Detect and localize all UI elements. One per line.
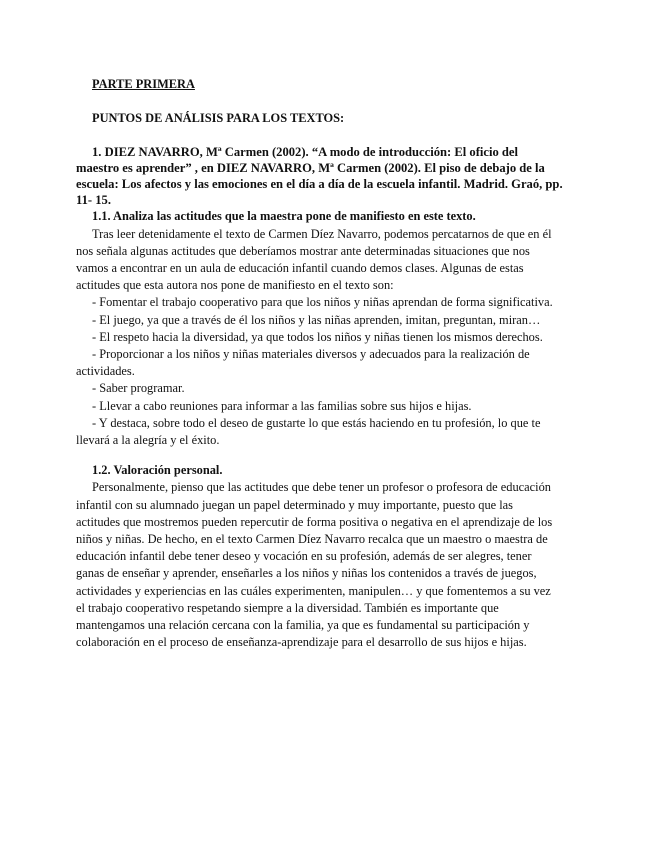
paragraph-line: ganas de enseñar y aprender, enseñarles a los niños y niñas los contenidos a través de juegos, — [76, 566, 537, 581]
part-title: PARTE PRIMERA — [92, 77, 195, 91]
reference-line: maestro es aprender” , en DIEZ NAVARRO, Mª Carmen (2002). El piso de debajo de la — [76, 161, 545, 176]
list-item: - El juego, ya que a través de él los niños y las niñas aprenden, imitan, preguntan, miran… — [92, 312, 541, 327]
list-item: - Llevar a cabo reuniones para informar a las familias sobre sus hijos e hijas. — [92, 398, 472, 413]
list-item-continuation: llevará a la alegría y el éxito. — [76, 433, 220, 448]
list-item: - El respeto hacia la diversidad, ya que todos los niños y niñas tienen los mismos derechos. — [92, 329, 543, 344]
paragraph-line: nos señala algunas actitudes que deberíamos mostrar ante determinadas situaciones que nos — [76, 243, 530, 258]
list-item-continuation: actividades. — [76, 364, 135, 379]
question-heading-1-2: 1.2. Valoración personal. — [92, 463, 223, 478]
list-item: - Y destaca, sobre todo el deseo de gustarte lo que estás haciendo en tu profesión, lo que te — [92, 415, 541, 430]
paragraph-line: educación infantil debe tener deseo y vocación en su profesión, además de ser alegres, tener — [76, 549, 532, 564]
q1-intro — [76, 226, 574, 295]
section-title: PUNTOS DE ANÁLISIS PARA LOS TEXTOS: — [92, 111, 345, 126]
paragraph-line: Personalmente, pienso que las actitudes que debe tener un profesor o profesora de educación — [92, 480, 551, 495]
list-item: - Proporcionar a los niños y niñas materiales diversos y adecuados para la realización de — [92, 347, 530, 362]
paragraph-line: colaboración en el proceso de enseñanza-aprendizaje para el desarrollo de sus hijos e hijas. — [76, 635, 527, 650]
list-item: - Saber programar. — [92, 381, 185, 396]
paragraph-line: actividades y experiencias en las cuáles experimenten, manipulen… y que fomentemos a su vez — [76, 583, 551, 598]
paragraph-line: actitudes que esta autora nos pone de manifiesto en el texto son: — [76, 278, 394, 293]
list-item: - Fomentar el trabajo cooperativo para que los niños y niñas aprendan de forma significativa. — [92, 295, 553, 310]
paragraph-line: el trabajo cooperativo respetando siempre a la diversidad. También es importante que — [76, 600, 499, 615]
q2-paragraph — [76, 479, 574, 651]
attitude-list — [76, 294, 574, 449]
reference-block — [76, 144, 574, 208]
reference-line: 1. DIEZ NAVARRO, Mª Carmen (2002). “A modo de introducción: El oficio del — [92, 145, 519, 160]
question-heading-1-1: 1.1. Analiza las actitudes que la maestra pone de manifiesto en este texto. — [92, 209, 476, 224]
paragraph-line: niños y niñas. De hecho, en el texto Carmen Díez Navarro recalca que un maestro o maestra de — [76, 532, 548, 547]
reference-line: escuela: Los afectos y las emociones en el día a día de la escuela infantil. Madrid. Graó, pp. — [76, 177, 563, 192]
paragraph-line: mantengamos una relación cercana con la familia, ya que es fundamental su participación y — [76, 618, 530, 633]
paragraph-line: infantil con su alumnado juegan un papel determinado y muy importante, puesto que las — [76, 497, 514, 512]
document-body — [76, 76, 574, 651]
reference-line: 11- 15. — [76, 193, 111, 208]
paragraph-line: actitudes que mostremos pueden repercutir de forma positiva o negativa en el aprendizaje de los — [76, 514, 553, 529]
paragraph-line: Tras leer detenidamente el texto de Carmen Díez Navarro, podemos percatarnos de que en él — [92, 226, 552, 241]
paragraph-line: vamos a encontrar en un aula de educación infantil cuando demos clases. Algunas de estas — [76, 261, 524, 276]
